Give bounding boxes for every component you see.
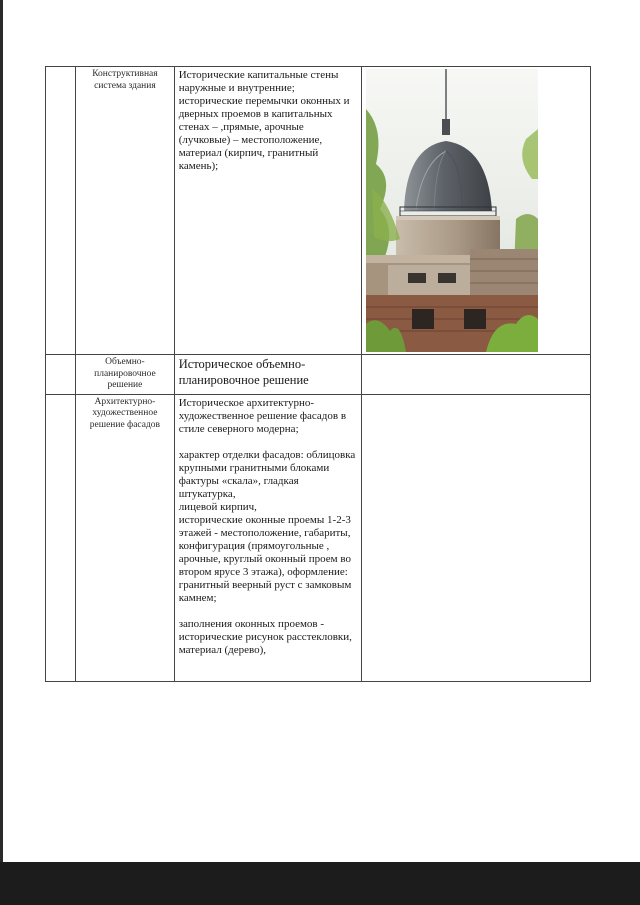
- table-row: [46, 67, 591, 355]
- number-cell: [46, 355, 76, 395]
- row-label-facade-solution: Архитектурно-художественное решение фасадов: [76, 394, 175, 681]
- row-description-structural-system: Исторические капитальные стены наружные и внутренние; исторические перемычки оконных и дверных проемов в капитальных стенах – ,прямые, арочные (лучковые) – местоположение, материал (кирпич, гранитный камень);: [174, 67, 361, 355]
- row-label-spatial-planning: Объемно-планировочное решение: [76, 355, 175, 395]
- row-description-spatial-planning: Историческое объемно-планировочное решение: [174, 355, 361, 395]
- domed-tower-photo: [366, 69, 538, 352]
- empty-cell: [361, 394, 590, 681]
- number-cell: [46, 394, 76, 681]
- scan-edge-left: [0, 0, 3, 905]
- scan-edge-bottom: [0, 862, 640, 905]
- row-description-facade-solution: Историческое архитектурно-художественное решение фасадов в стиле северного модерна; характер отделки фасадов: облицовка крупными гранитными блоками фактуры «скала», гладкая штукатурка, лицевой кирпич, исторические оконные проемы 1-2-3 этажей - местоположение, габариты, конфигурация (прямоугольные , арочные, круглый оконный проем во втором ярусе 3 этажа), оформление: гранитный веерный руст с замковым камнем; заполнения оконных проемов - исторические рисунок расстекловки, материал (дерево),: [174, 394, 361, 681]
- table-row: [46, 355, 591, 395]
- protected-features-table: [45, 66, 591, 682]
- row-label-structural-system: Конструктивная система здания: [76, 67, 175, 355]
- photo-cell: [361, 67, 590, 355]
- empty-cell: [361, 355, 590, 395]
- table-row: [46, 394, 591, 681]
- number-cell: [46, 67, 76, 355]
